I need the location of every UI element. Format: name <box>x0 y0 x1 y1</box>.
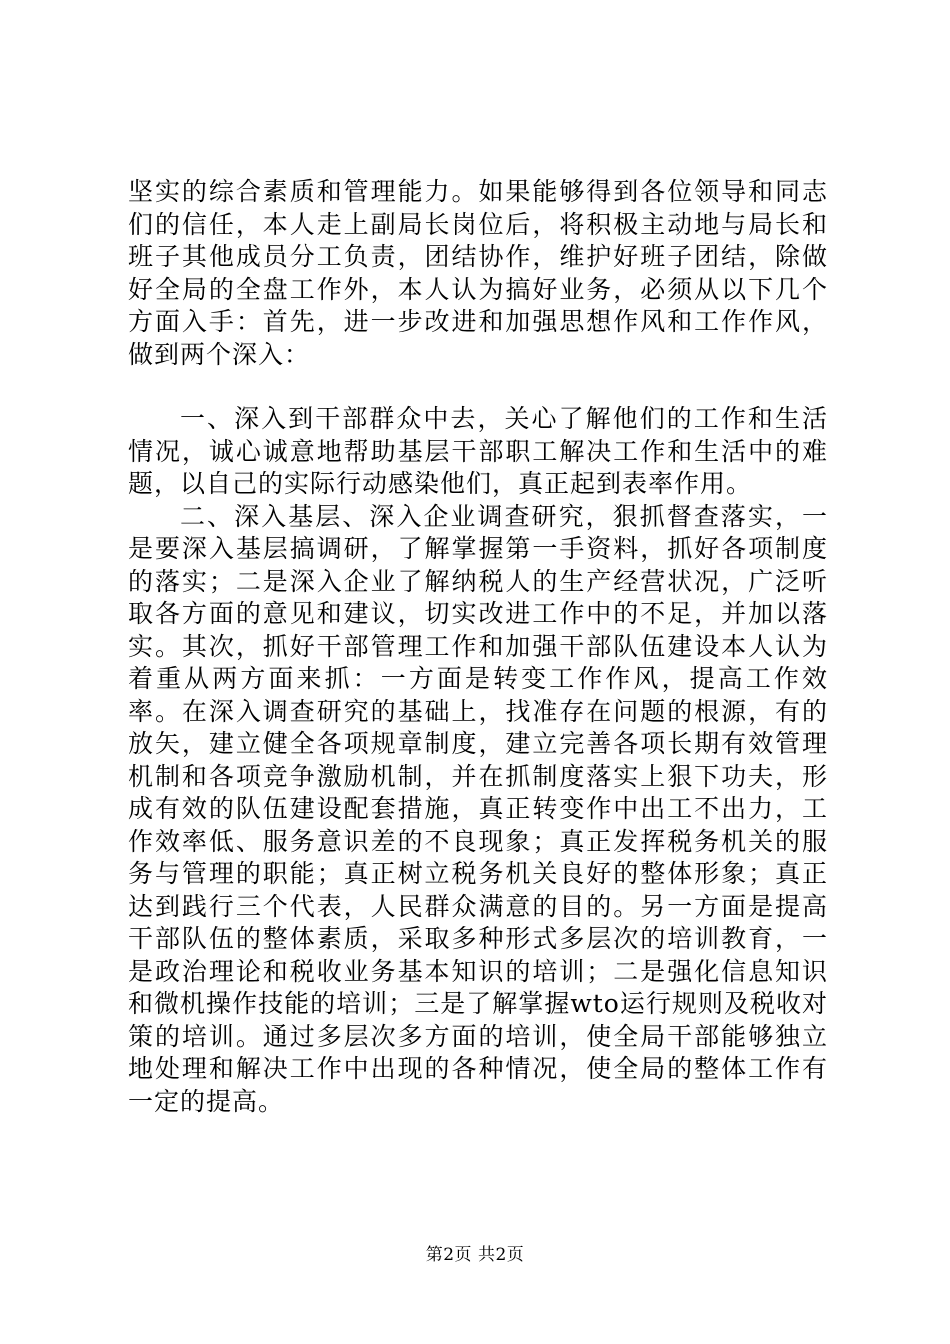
paragraph-point-one: 一、深入到干部群众中去，关心了解他们的工作和生活情况，诚心诚意地帮助基层干部职工解决工作和生活中的难题，以自己的实际行动感染他们，真正起到表率作用。 <box>128 404 828 498</box>
paragraph-point-two: 二、深入基层、深入企业调查研究，狠抓督查落实，一是要深入基层搞调研，了解掌握第一手资料，抓好各项制度的落实；二是深入企业了解纳税人的生产经营状况，广泛听取各方面的意见和建议，切实改进工作中的不足，并加以落实。其次，抓好干部管理工作和加强干部队伍建设本人认为着重从两方面来抓：一方面是转变工作作风，提高工作效率。在深入调查研究的基础上，找准存在问题的根源，有的放矢，建立健全各项规章制度，建立完善各项长期有效管理机制和各项竞争激励机制，并在抓制度落实上狠下功夫，形成有效的队伍建设配套措施，真正转变作中出工不出力，工作效率低、服务意识差的不良现象；真正发挥税务机关的服务与管理的职能；真正树立税务机关良好的整体形象；真正达到践行三个代表，人民群众满意的目的。另一方面是提高干部队伍的整体素质，采取多种形式多层次的培训教育，一是政治理论和税收业务基本知识的培训；二是强化信息知识和微机操作技能的培训；三是了解掌握wto运行规则及税收对策的培训。通过多层次多方面的培训，使全局干部能够独立地处理和解决工作中出现的各种情况，使全局的整体工作有一定的提高。 <box>128 501 828 1116</box>
document-body <box>128 176 828 1118</box>
page-number-footer: 第2页 共2页 <box>425 1245 525 1265</box>
paragraph-intro: 坚实的综合素质和管理能力。如果能够得到各位领导和同志们的信任，本人走上副局长岗位后，将积极主动地与局长和班子其他成员分工负责，团结协作，维护好班子团结，除做好全局的全盘工作外，本人认为搞好业务，必须从以下几个方面入手：首先，进一步改进和加强思想作风和工作作风，做到两个深入： <box>128 177 828 369</box>
